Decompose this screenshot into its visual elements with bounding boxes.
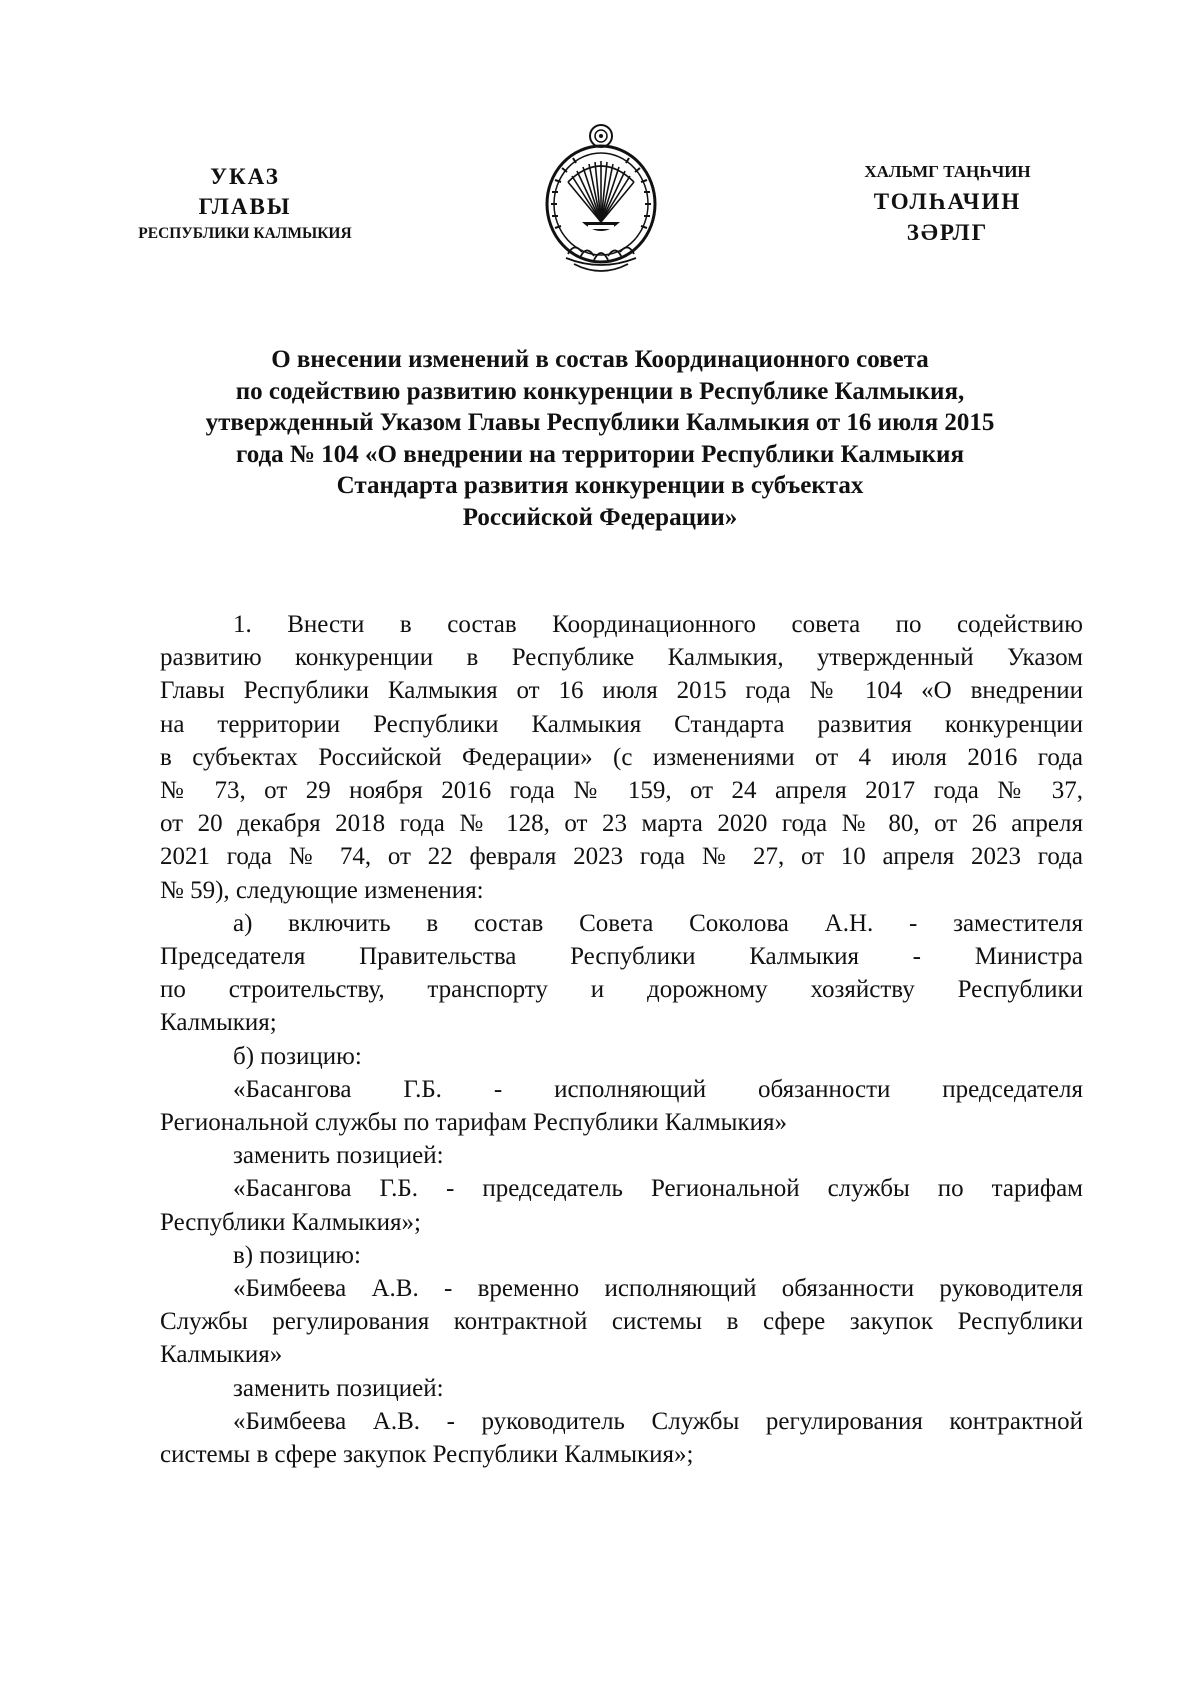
body-line: Региональной службы по тарифам Республики Калмыкия» — [160, 1109, 787, 1137]
header-right-line2: ТОЛҺАЧИН — [873, 189, 1022, 214]
header-right-line1: ХАЛЬМГ ТАҢҺЧИН — [864, 162, 1031, 181]
body-line: Калмыкия; — [160, 1009, 277, 1037]
body-line: заменить позицией: — [233, 1142, 444, 1170]
title-line: утвержденный Указом Главы Республики Калмыкия от 16 июля 2015 — [205, 409, 995, 436]
body-line: Службы регулирования контрактной системы в сфере закупок Республики — [160, 1308, 1083, 1336]
body-line: б) позицию: — [233, 1042, 362, 1070]
body-line: заменить позицией: — [233, 1374, 444, 1402]
body-line: «Бимбеева А.В. - временно исполняющий обязанности руководителя — [233, 1275, 1083, 1303]
title-line: по содействию развитию конкуренции в Республике Калмыкия, — [235, 377, 965, 405]
body-line: Калмыкия» — [160, 1341, 283, 1369]
body-line: № 73, от 29 ноября 2016 года № 159, от 24 апреля 2017 года № 37, — [160, 777, 1083, 805]
header-left-line1: УКАЗ — [210, 164, 280, 189]
body-line: Республики Калмыкия»; — [160, 1208, 421, 1236]
body-line: системы в сфере закупок Республики Калмыкия»; — [160, 1441, 694, 1469]
title-line: О внесении изменений в состав Координационного совета — [271, 346, 929, 373]
body-line: «Басангова Г.Б. - исполняющий обязанности председателя — [233, 1075, 1083, 1103]
header-left — [95, 162, 395, 246]
body-line: развитию конкуренции в Республике Калмыкия, утвержденный Указом — [160, 644, 1083, 672]
header-left-line3: РЕСПУБЛИКИ КАЛМЫКИЯ — [138, 225, 352, 242]
title-line: года № 104 «О внедрении на территории Республики Калмыкия — [236, 440, 964, 468]
body-line: 2021 года № 74, от 22 февраля 2023 года № 27, от 10 апреля 2023 года — [160, 843, 1083, 871]
coat-of-arms-icon — [538, 122, 664, 280]
body-line: по строительству, транспорту и дорожному хозяйству Республики — [160, 976, 1083, 1004]
title-line: Российской Федерации» — [462, 503, 738, 531]
body-line: в субъектах Российской Федерации» (с изменениями от 4 июля 2016 года — [160, 743, 1083, 771]
body-line: «Басангова Г.Б. - председатель Региональной службы по тарифам — [233, 1175, 1083, 1203]
body-line: а) включить в состав Совета Соколова А.Н. - заместителя — [233, 909, 1083, 937]
header-left-line2: ГЛАВЫ — [198, 194, 292, 219]
body-line: от 20 декабря 2018 года № 128, от 23 марта 2020 года № 80, от 26 апреля — [160, 810, 1083, 838]
document-title — [100, 344, 1100, 533]
body-line: № 59), следующие изменения: — [160, 876, 484, 904]
body-line: 1. Внести в состав Координационного совета по содействию — [233, 611, 1083, 638]
body-line: Председателя Правительства Республики Калмыкия - Министра — [160, 943, 1083, 971]
document-body — [160, 608, 1083, 1471]
header-right — [835, 158, 1060, 248]
body-line: «Бимбеева А.В. - руководитель Службы регулирования контрактной — [233, 1407, 1083, 1435]
header-right-line3: ЗӘРЛГ — [906, 220, 989, 245]
title-line: Стандарта развития конкуренции в субъектах — [336, 472, 864, 499]
body-line: Главы Республики Калмыкия от 16 июля 2015 года № 104 «О внедрении — [160, 677, 1083, 705]
body-line: на территории Республики Калмыкия Стандарта развития конкуренции — [160, 710, 1083, 738]
body-line: в) позицию: — [233, 1241, 361, 1269]
